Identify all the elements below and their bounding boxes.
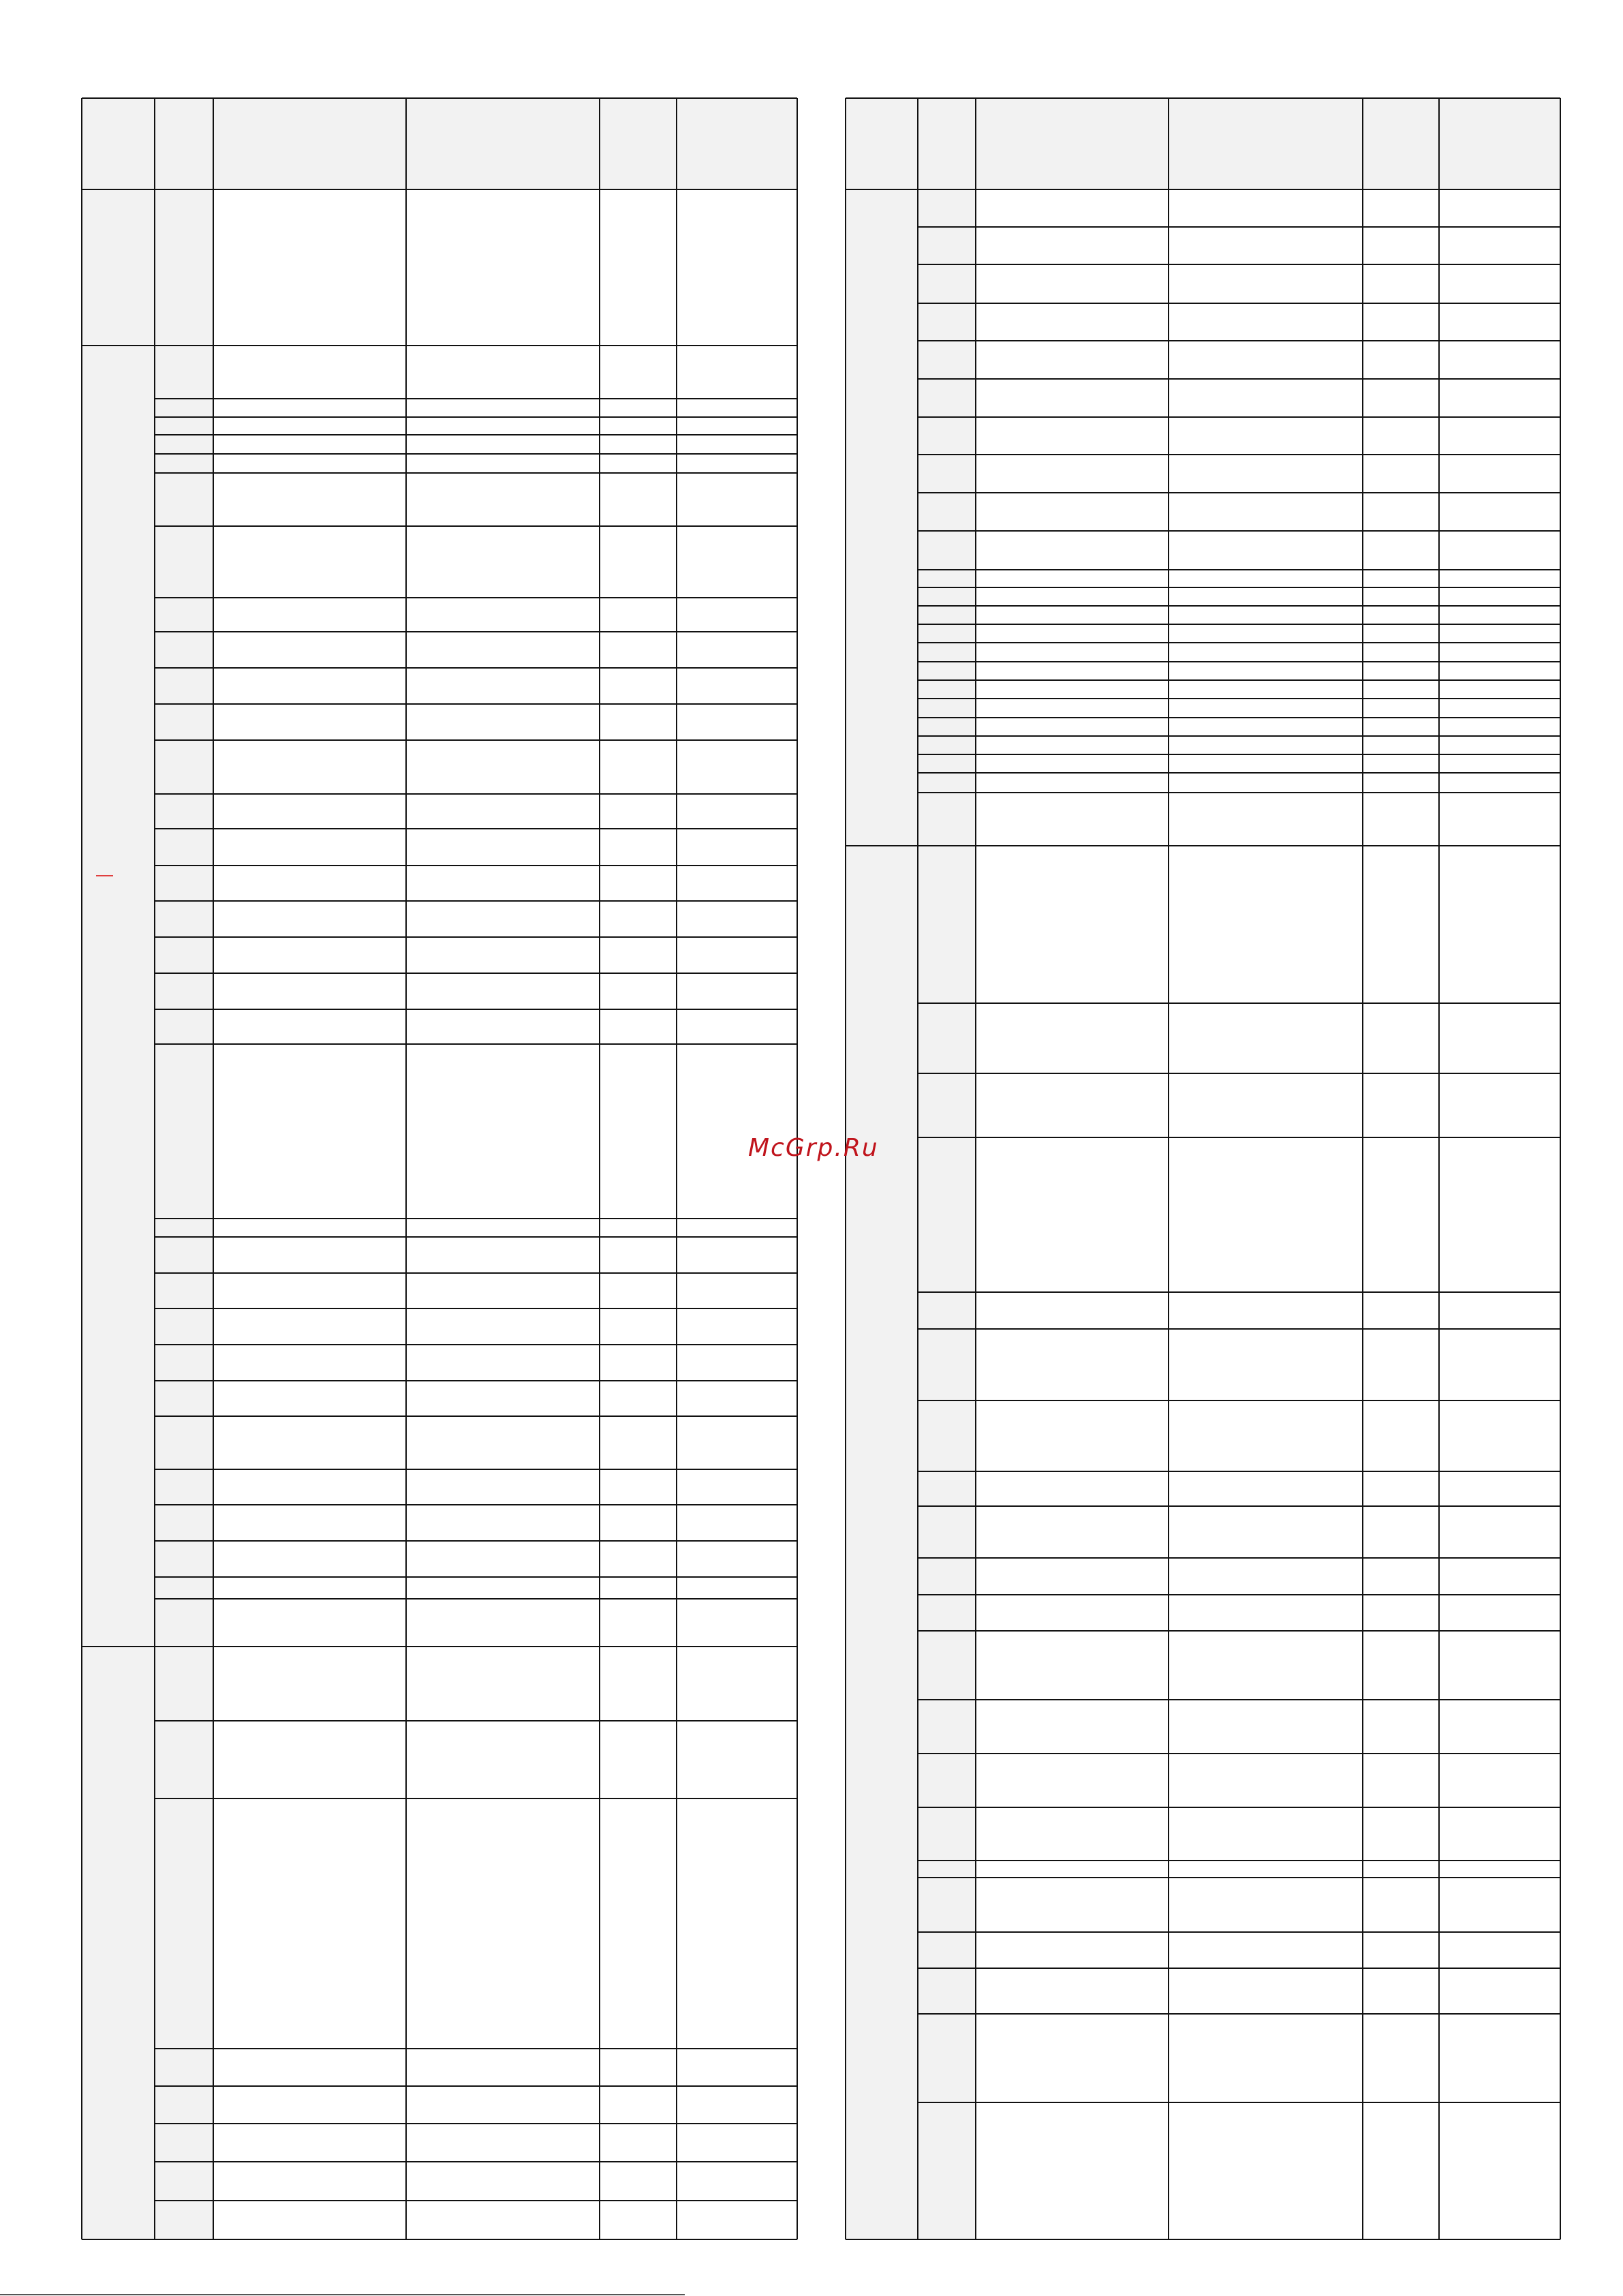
left-table [82, 98, 797, 2239]
watermark-text: McGrp.Ru [748, 1134, 879, 1162]
right-shaded-column [846, 98, 976, 2239]
left-header-shade [213, 98, 797, 189]
right-header-shade [976, 98, 1560, 189]
right-table [846, 98, 1560, 2239]
left-shaded-column [82, 98, 213, 2239]
footer-rule [0, 2294, 685, 2295]
